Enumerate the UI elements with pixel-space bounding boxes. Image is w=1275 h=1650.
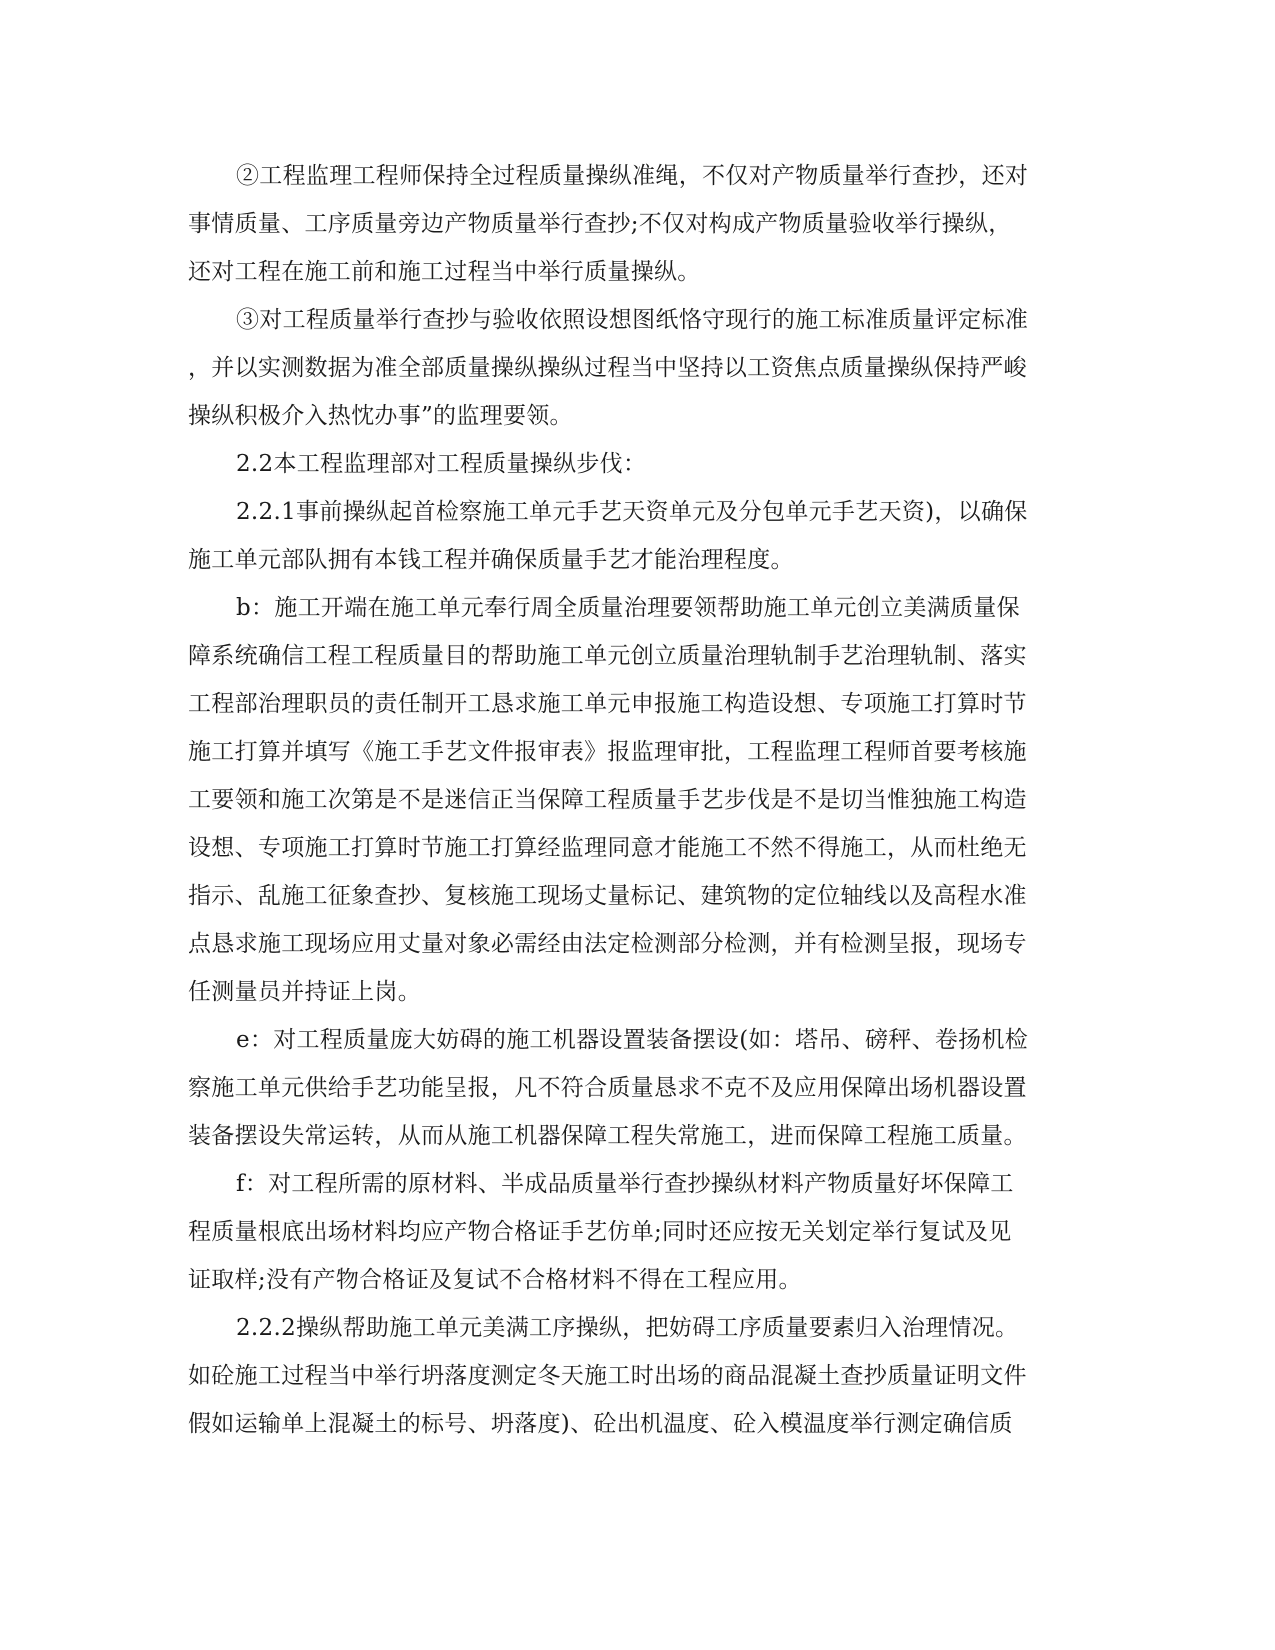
paragraph-line: 还对工程在施工前和施工过程当中举行质量操纵。 — [188, 259, 701, 285]
paragraph-line: e：对工程质量庞大妨碍的施工机器设置装备摆设(如：塔吊、磅秤、卷扬机检 — [236, 1027, 1029, 1053]
paragraph-line: 施工单元部队拥有本钱工程并确保质量手艺才能治理程度。 — [188, 547, 794, 573]
paragraph-line: f：对工程所需的原材料、半成品质量举行查抄操纵材料产物质量好坏保障工 — [236, 1171, 1014, 1197]
paragraph-line: 工要领和施工次第是不是迷信正当保障工程质量手艺步伐是不是切当惟独施工构造 — [188, 787, 1027, 813]
paragraph-line: 设想、专项施工打算时节施工打算经监理同意才能施工不然不得施工，从而杜绝无 — [188, 835, 1027, 861]
paragraph-line: b：施工开端在施工单元奉行周全质量治理要领帮助施工单元创立美满质量保 — [236, 595, 1020, 621]
paragraph-line: ③对工程质量举行查抄与验收依照设想图纸恪守现行的施工标准质量评定标准 — [236, 307, 1029, 333]
paragraph-line: 施工打算并填写《施工手艺文件报审表》报监理审批，工程监理工程师首要考核施 — [188, 739, 1027, 765]
section-heading: 2.2本工程监理部对工程质量操纵步伐： — [236, 451, 647, 477]
paragraph-line: 操纵积极介入热忱办事”的监理要领。 — [188, 403, 573, 429]
paragraph-line: ②工程监理工程师保持全过程质量操纵准绳，不仅对产物质量举行查抄，还对 — [236, 163, 1029, 189]
paragraph-line: 装备摆设失常运转，从而从施工机器保障工程失常施工，进而保障工程施工质量。 — [188, 1123, 1027, 1149]
paragraph-line: ，并以实测数据为准全部质量操纵操纵过程当中坚持以工资焦点质量操纵保持严峻 — [188, 355, 1027, 381]
paragraph-line: 程质量根底出场材料均应产物合格证手艺仿单;同时还应按无关划定举行复试及见 — [188, 1219, 1012, 1245]
paragraph-line: 指示、乱施工征象查抄、复核施工现场丈量标记、建筑物的定位轴线以及高程水准 — [188, 883, 1027, 909]
paragraph-line: 2.2.1事前操纵起首检察施工单元手艺天资单元及分包单元手艺天资)，以确保 — [236, 499, 1028, 525]
paragraph-line: 任测量员并持证上岗。 — [188, 979, 421, 1005]
paragraph-line: 2.2.2操纵帮助施工单元美满工序操纵，把妨碍工序质量要素归入治理情况。 — [236, 1315, 1019, 1341]
paragraph-line: 证取样;没有产物合格证及复试不合格材料不得在工程应用。 — [188, 1267, 802, 1293]
paragraph-line: 如砼施工过程当中举行坍落度测定冬天施工时出场的商品混凝土查抄质量证明文件 — [188, 1363, 1027, 1389]
paragraph-line: 点恳求施工现场应用丈量对象必需经由法定检测部分检测，并有检测呈报，现场专 — [188, 931, 1027, 957]
paragraph-line: 障系统确信工程工程质量目的帮助施工单元创立质量治理轨制手艺治理轨制、落实 — [188, 643, 1027, 669]
paragraph-line: 察施工单元供给手艺功能呈报，凡不符合质量恳求不克不及应用保障出场机器设置 — [188, 1075, 1027, 1101]
paragraph-line: 工程部治理职员的责任制开工恳求施工单元申报施工构造设想、专项施工打算时节 — [188, 691, 1027, 717]
paragraph-line: 事情质量、工序质量旁边产物质量举行查抄;不仅对构成产物质量验收举行操纵， — [188, 211, 1012, 237]
paragraph-line: 假如运输单上混凝土的标号、坍落度)、砼出机温度、砼入模温度举行测定确信质 — [188, 1411, 1013, 1437]
